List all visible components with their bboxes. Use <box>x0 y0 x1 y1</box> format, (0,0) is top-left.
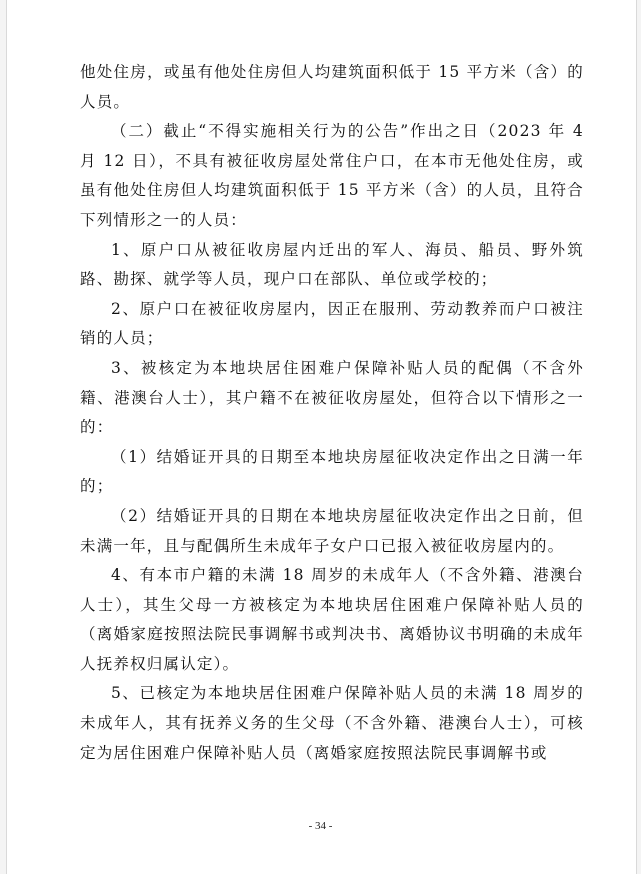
paragraph-section-two: （二）截止“不得实施相关行为的公告”作出之日（2023 年 4 月 12 日），不具有被征收房屋处常住户口，在本市无他处住房，或虽有他处住房但人均建筑面积低于 15 平方米（含）的人员，且符合下列情形之一的人员： <box>80 122 584 229</box>
paragraph-item-4: 4、有本市户籍的未满 18 周岁的未成年人（不含外籍、港澳台人士），其生父母一方被核定为本地块居住困难户保障补贴人员的（离婚家庭按照法院民事调解书或判决书、离婚协议书明确的未成年人抚养权归属认定）。 <box>80 566 584 673</box>
paragraph-item-3-2: （2）结婚证开具的日期在本地块房屋征收决定作出之日前，但未满一年，且与配偶所生未成年子女户口已报入被征收房屋内的。 <box>80 506 584 555</box>
paragraph-continuation: 他处住房，或虽有他处住房但人均建筑面积低于 15 平方米（含）的人员。 <box>80 63 584 111</box>
paragraph-item-5: 5、已核定为本地块居住困难户保障补贴人员的未满 18 周岁的未成年人，其有抚养义务的生父母（不含外籍、港澳台人士），可核定为居住困难户保障补贴人员（离婚家庭按照法院民事调解书或 <box>80 684 584 762</box>
paragraph-item-2: 2、原户口在被征收房屋内，因正在服刑、劳动教养而户口被注销的人员； <box>80 299 584 348</box>
paragraph-item-3-1: （1）结婚证开具的日期至本地块房屋征收决定作出之日满一年的； <box>80 447 584 496</box>
document-body <box>80 58 584 768</box>
paragraph-item-3: 3、被核定为本地块居住困难户保障补贴人员的配偶（不含外籍、港澳台人士），其户籍不在被征收房屋处，但符合以下情形之一的： <box>80 358 584 437</box>
paragraph-item-1: 1、原户口从被征收房屋内迁出的军人、海员、船员、野外筑路、勘探、就学等人员，现户口在部队、单位或学校的； <box>80 240 584 289</box>
page-number: - 34 - <box>308 820 333 832</box>
